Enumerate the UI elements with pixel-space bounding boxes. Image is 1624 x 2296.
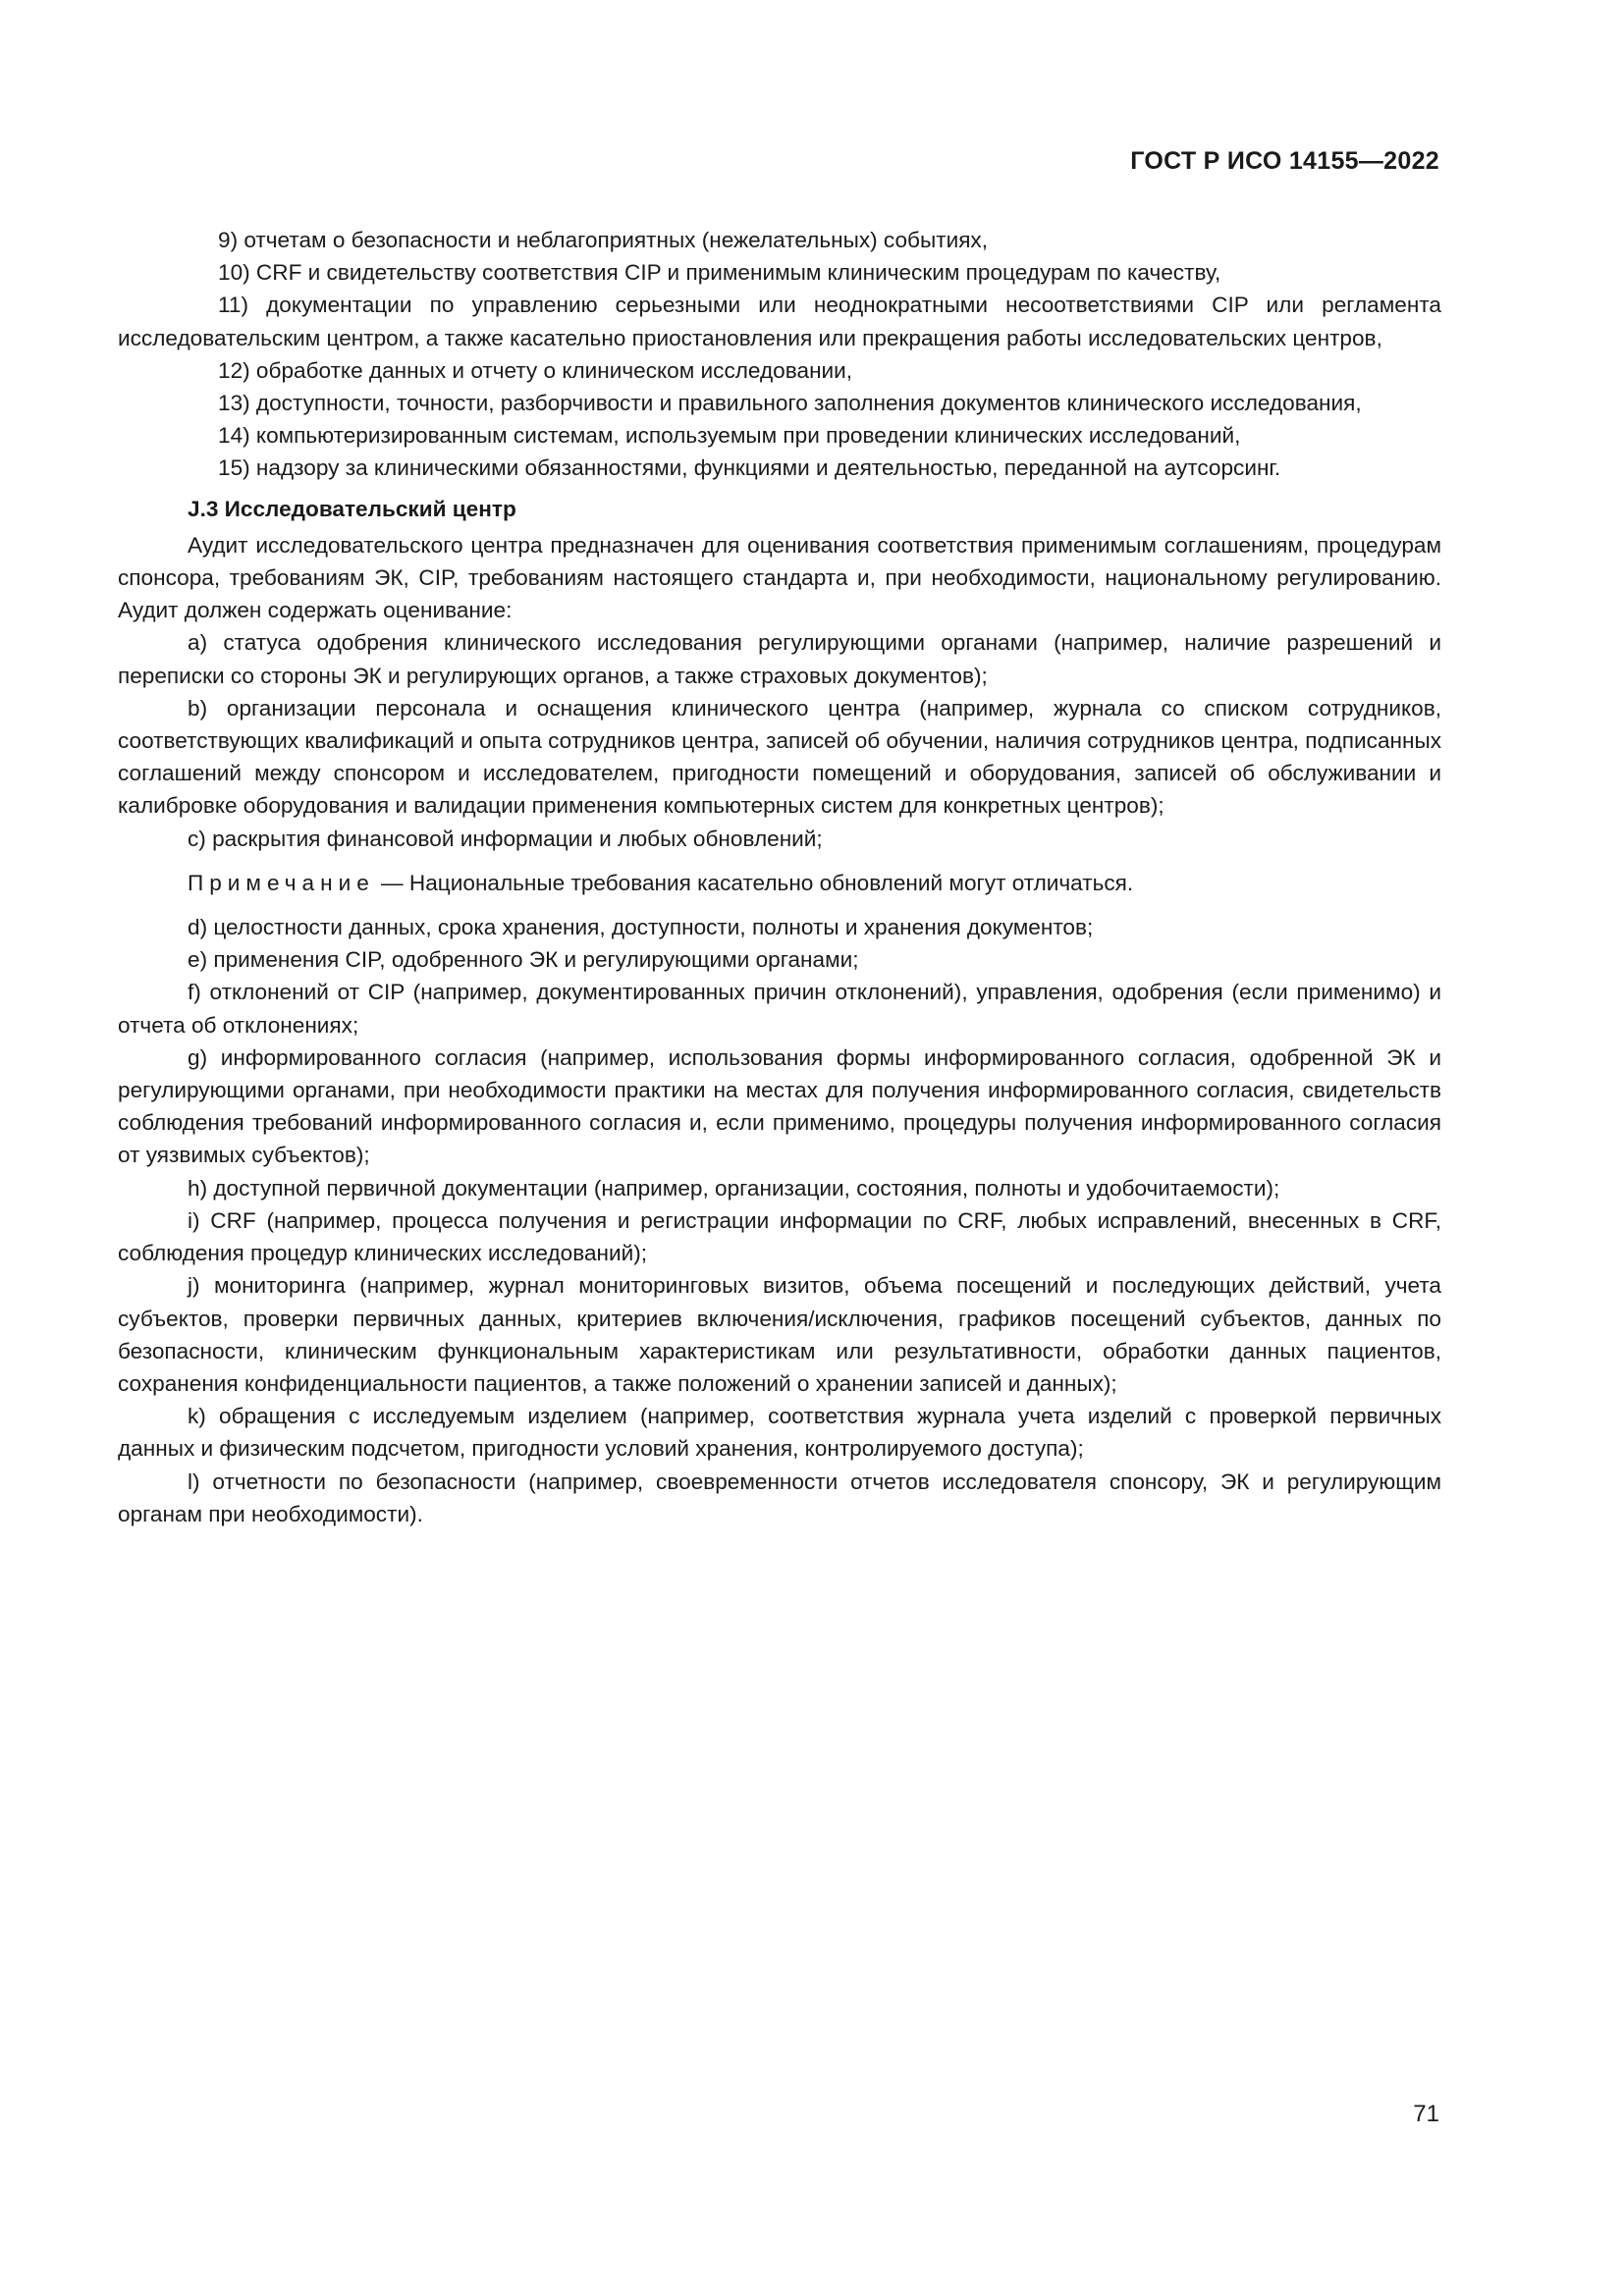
item-e: e) применения CIP, одобренного ЭК и регулирующими органами;	[188, 947, 859, 973]
page-number: 71	[1413, 2101, 1439, 2127]
list-item-9: 9) отчетам о безопасности и неблагоприятных (нежелательных) событиях,	[218, 228, 989, 252]
item-l: l) отчетности по безопасности (например, своевременности отчетов исследователя спонсору, ЭК и регулирующим органам при необходимости).	[118, 1468, 1441, 1526]
item-b: b) организации персонала и оснащения клинического центра (например, журнала со списком сотрудников, соответствующих квалификаций и опыта сотрудников центра, записей об обучении, наличия сотрудников центра, подписанных соглашений между спонсором и исследователем, пригодности помещений и оборудования, записей об обслуживании и калибровке оборудования и валидации применения компьютерных систем для конкретных центров);	[118, 695, 1441, 819]
list-item-13: 13) доступности, точности, разборчивости и правильного заполнения документов клинического исследования,	[218, 391, 1362, 416]
list-item-15: 15) надзору за клиническими обязанностями, функциями и деятельностью, переданной на аутсорсинг.	[218, 455, 1281, 481]
list-item-11: 11) документации по управлению серьезными или неоднократными несоответствиями CIP или регламента исследовательским центром, а также касательно приостановления или прекращения работы исследовательских центров,	[118, 293, 1441, 350]
note	[118, 867, 1441, 899]
item-k: k) обращения с исследуемым изделием (например, соответствия журнала учета изделий с проверкой первичных данных и физическим подсчетом, пригодности условий хранения, контролируемого доступа);	[118, 1404, 1441, 1462]
page-body	[118, 224, 1441, 1530]
item-j: j) мониторинга (например, журнал мониторинговых визитов, объема посещений и последующих действий, учета субъектов, проверки первичных данных, критериев включения/исключения, графиков посещений субъектов, данных по безопасности, клиническим функциональным характеристикам или результативности, обработки данных пациентов, сохранения конфиденциальности пациентов, а также положений о хранении записей и данных);	[118, 1273, 1441, 1396]
item-a: a) статуса одобрения клинического исследования регулирующими органами (например, наличие разрешений и переписки со стороны ЭК и регулирующих органов, а также страховых документов);	[118, 630, 1441, 688]
list-item-10: 10) CRF и свидетельству соответствия CIP и применимым клиническим процедурам по качеству,	[218, 260, 1221, 286]
note-label: Примечание	[188, 870, 375, 895]
list-item-14: 14) компьютеризированным системам, используемым при проведении клинических исследований,	[218, 423, 1241, 449]
section-title: J.3 Исследовательский центр	[188, 496, 516, 521]
item-f: f) отклонений от CIP (например, документированных причин отклонений), управления, одобрения (если применимо) и отчета об отклонениях;	[118, 980, 1441, 1038]
item-i: i) CRF (например, процесса получения и регистрации информации по CRF, любых исправлений, внесенных в CRF, соблюдения процедур клинических исследований);	[118, 1207, 1441, 1266]
item-d: d) целостности данных, срока хранения, доступности, полноты и хранения документов;	[188, 915, 1094, 940]
item-h: h) доступной первичной документации (например, организации, состояния, полноты и удобочитаемости);	[188, 1175, 1280, 1201]
note-text: — Национальные требования касательно обновлений могут отличаться.	[374, 870, 1134, 895]
item-c: c) раскрытия финансовой информации и любых обновлений;	[188, 826, 823, 851]
list-item-12: 12) обработке данных и отчету о клиническом исследовании,	[218, 357, 853, 383]
standard-header: ГОСТ Р ИСО 14155—2022	[1130, 147, 1439, 175]
item-g: g) информированного согласия (например, использования формы информированного согласия, одобренной ЭК и регулирующими органами, при необходимости практики на местах для получения информированного согласия, свидетельств соблюдения требований информированного согласия и, если применимо, процедуры получения информированного согласия от уязвимых субъектов);	[118, 1044, 1441, 1168]
section-intro: Аудит исследовательского центра предназначен для оценивания соответствия применимым соглашениям, процедурам спонсора, требованиям ЭК, CIP, требованиям настоящего стандарта и, при необходимости, национальному регулированию. Аудит должен содержать оценивание:	[118, 532, 1441, 623]
